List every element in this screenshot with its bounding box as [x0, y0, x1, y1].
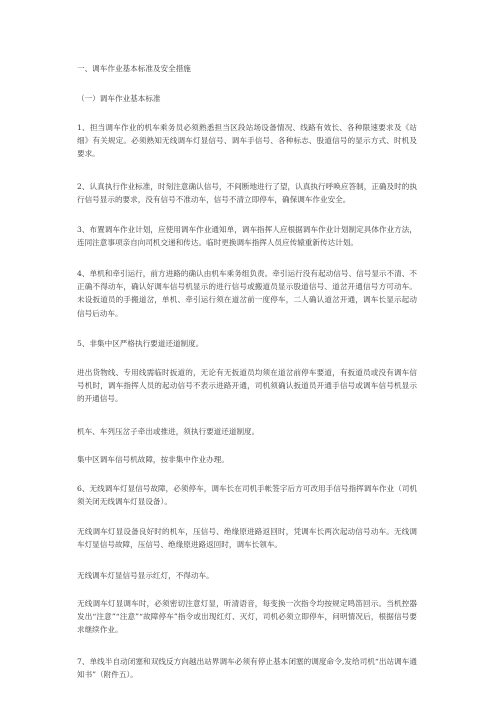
paragraph-12: 无线调车灯显调车时，必须密切注意灯显，听清语音，每变换一次指令均按规定鸣笛回示。当机控器发出“注意”“注意”“故障停车”指令或出现红灯、灭灯，司机必须立即停车，问明情况后，根据信号要求继续作业。	[77, 599, 417, 635]
paragraph-4: 4、单机和牵引运行，前方进路的确认由机车乘务组负责。牵引运行没有起动信号、信号显示不清、不正确不得动车，确认好调车信号机显示的进行信号或搬道员显示股道信号、道岔开通信号方可动车。未设扳道员的手搬道岔，单机、牵引运行须在道岔前一度停车，二人确认道岔开通，调车长显示起动信号后动车。	[77, 269, 417, 318]
section-heading: 一、调车作业基本标准及安全措施	[77, 64, 191, 73]
paragraph-9: 6、无线调车灯显信号故障，必须停车，调车长在司机手帐签字后方可改用手信号指挥调车作业（司机须关闭无线调车灯显设备）。	[77, 484, 417, 507]
paragraph-8: 集中区调车信号机故障，按非集中作业办理。	[77, 455, 229, 464]
paragraph-6: 进出货物线、专用线需临时扳道的，无论有无扳道员均须在道岔前停车要道，有扳道员或没有调车信号机时，调车指挥人员的起动信号不表示进路开通，司机须确认扳道员开通手信号或调车信号机显示的开通信号。	[77, 368, 417, 404]
paragraph-11: 无线调车灯显信号显示红灯，不得动车。	[77, 571, 214, 580]
paragraph-1: 1、担当调车作业的机车乘务员必须熟悉担当区段站场设备情况、线路有效长、各种限速要求及《站细》有关规定。必须熟知无线调车灯显信号、调车手信号、各种标志、股道信号的显示方式、时机及要求。	[77, 123, 417, 159]
paragraph-13: 7、单线半自动闭塞和双线反方向越出站界调车必须有停止基本闭塞的调度命令,发给司机“出站调车通知书”（附件五）。	[77, 657, 417, 680]
paragraph-5: 5、非集中区严格执行要道还道制度。	[77, 339, 204, 348]
paragraph-2: 2、认真执行作业标准，时刻注意确认信号，不间断地进行了望，认真执行呼唤应答制，正确及时的执行信号显示的要求，没有信号不准动车，信号不清立即停车，确保调车作业安全。	[77, 182, 417, 205]
paragraph-3: 3、布置调车作业计划，应使用调车作业通知单，调车指挥人应根据调车作业计划制定具体作业方法，连同注意事项亲自向司机交递和传达。临时更换调车指挥人员应传辕重新传达计划。	[77, 225, 417, 248]
paragraph-10: 无线调车灯显设备良好时的机车，压信号、绝缘原进路返回时，凭调车长两次起动信号动车。无线调车灯显信号故障，压信号、绝缘原进路返回时，调车长领车。	[77, 527, 417, 550]
subsection-heading: （一）调车作业基本标准	[77, 94, 161, 103]
paragraph-7: 机车、车列压岔子牵出或推进，须执行要道还道制度。	[77, 427, 260, 436]
